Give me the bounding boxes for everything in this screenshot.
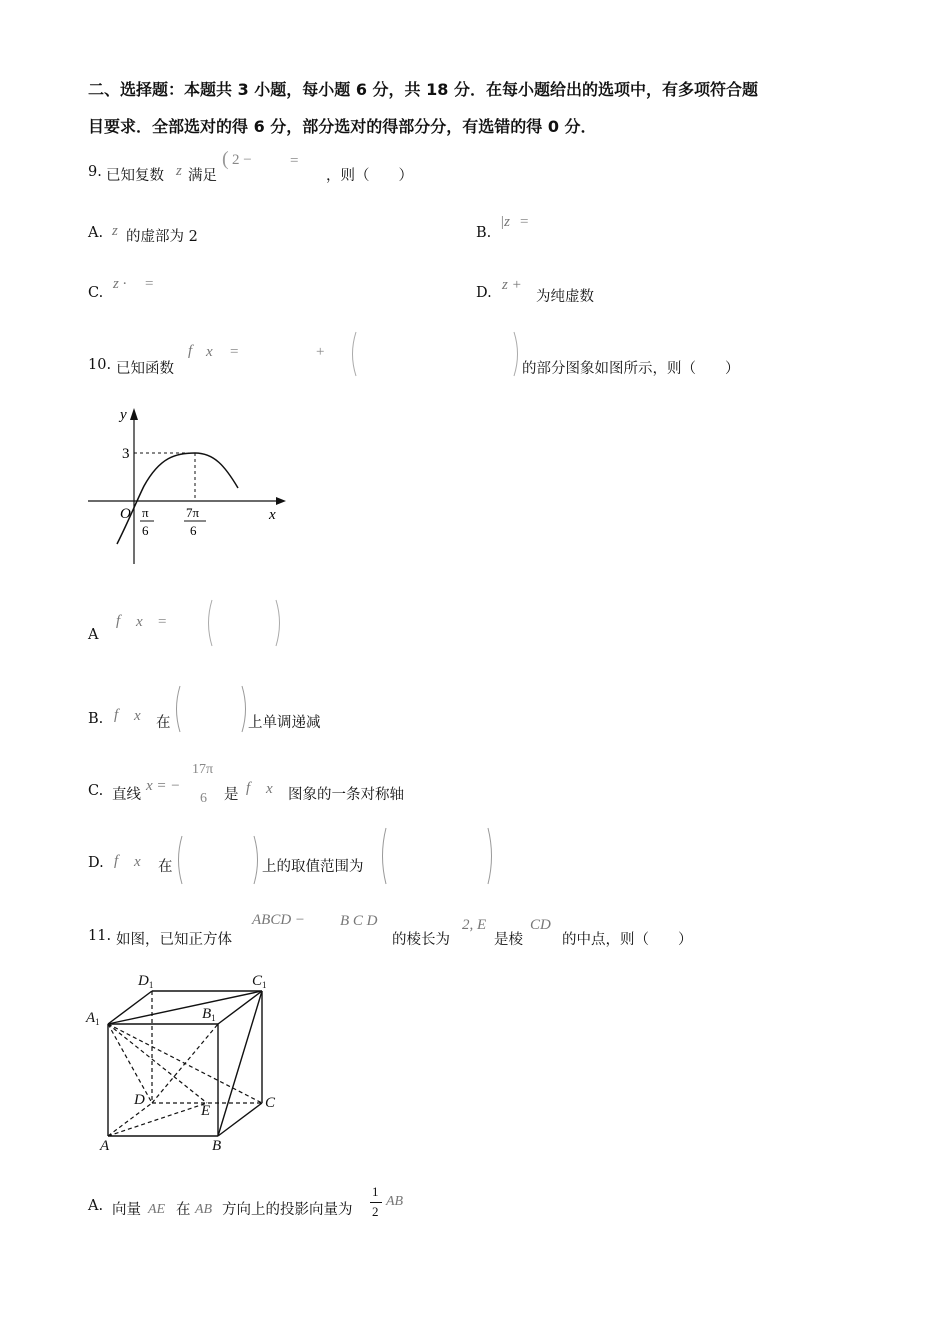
- q9-two-minus: 2 −: [232, 152, 252, 168]
- q10-optC-fx: x: [266, 781, 273, 797]
- q11-optA-ae: AE: [148, 1202, 166, 1217]
- y-axis-arrow: [130, 408, 138, 420]
- q10-optC-text-a: 直线: [112, 787, 141, 803]
- q10-number: 10.: [88, 357, 112, 373]
- q9-optC-label: C.: [88, 285, 104, 301]
- q9-optB-equals: =: [520, 214, 529, 230]
- seg-DB1: [152, 1024, 218, 1103]
- edge-AD: [108, 1103, 152, 1136]
- q9-optB-label: B.: [476, 225, 492, 241]
- q11-optA-frac-bar: [370, 1202, 382, 1203]
- q10-optB-bracket: [170, 684, 252, 734]
- label-A1: $A_1$: [86, 1010, 100, 1027]
- q9-optC-frag: z ·: [113, 276, 127, 292]
- q11-abcd: ABCD −: [252, 912, 306, 928]
- seg-A1E: [108, 1024, 207, 1103]
- label-D1: $D_1$: [138, 973, 154, 990]
- graph-x2-numerator: 7π: [186, 505, 200, 520]
- q11-stem-a: 如图，已知正方体: [116, 932, 232, 948]
- q10-optA-x: x: [136, 614, 143, 630]
- section-header-line2: 目要求．全部选对的得 6 分，部分选对的得部分分，有选错的得 0 分．: [88, 117, 597, 136]
- label-C1: $C_1$: [252, 973, 267, 990]
- q10-optC-x: x = −: [146, 778, 181, 794]
- q11-number: 11.: [88, 928, 112, 944]
- label-E: E: [201, 1103, 211, 1119]
- q10-optC-text-c: 图象的一条对称轴: [288, 787, 404, 803]
- q10-optD-in: 在: [158, 859, 173, 875]
- q10-equals: =: [230, 344, 239, 360]
- q10-sine-graph: [84, 402, 294, 572]
- q11-optA-frac-den: 2: [372, 1204, 379, 1219]
- q10-optC-label: C.: [88, 783, 104, 799]
- q11-optA-ab2: AB: [386, 1194, 404, 1209]
- q10-plus: +: [316, 344, 325, 360]
- q10-optA-label: A: [88, 627, 99, 643]
- label-D: D: [134, 1092, 145, 1108]
- edge-BC: [218, 1103, 262, 1136]
- seg-AE: [108, 1103, 207, 1136]
- q11-optA-text-b: 方向上的投影向量为: [222, 1202, 353, 1218]
- q9-optD-text: 为纯虚数: [536, 289, 594, 305]
- label-B: B: [212, 1138, 222, 1154]
- q10-optC-denominator: 6: [200, 791, 207, 806]
- graph-origin: O: [120, 506, 131, 522]
- q10-optA-equals: =: [158, 614, 167, 630]
- q10-optC-f: f: [246, 780, 251, 796]
- q9-optA-text: 的虚部为 2: [126, 229, 198, 245]
- q11-optA-in: 在: [176, 1202, 191, 1218]
- q9-stem-b: 满足: [188, 168, 217, 184]
- q9-optA-label: A.: [88, 225, 104, 241]
- q10-bracket-paren: [346, 330, 526, 378]
- graph-x1-denominator: 6: [142, 523, 149, 538]
- q10-optB-text: 上单调递减: [248, 715, 321, 731]
- q11-optA-text-a: 向量: [112, 1202, 141, 1218]
- q11-cube-figure: [82, 964, 292, 1154]
- x-axis-arrow: [276, 497, 286, 505]
- q10-optA-bracket: [202, 598, 286, 648]
- q10-optB-x: x: [134, 708, 141, 724]
- q9-equals: =: [290, 153, 299, 169]
- q11-stem-d: 的中点，则（ ）: [562, 932, 693, 948]
- graph-y-tick-3: 3: [122, 446, 130, 462]
- q9-paren: (: [222, 148, 229, 170]
- graph-x1-numerator: π: [142, 505, 149, 520]
- q9-optA-z: z: [112, 223, 118, 239]
- q9-stem-a: 已知复数: [106, 168, 164, 184]
- q10-optA-f: f: [116, 613, 121, 629]
- sine-curve: [117, 453, 238, 544]
- label-C: C: [265, 1095, 276, 1111]
- graph-y-label: y: [120, 407, 127, 423]
- q9-optD-label: D.: [476, 285, 492, 301]
- q10-optD-bracket-domain: [172, 834, 264, 886]
- q11-optA-label: A.: [88, 1198, 104, 1214]
- q11-cd: CD: [530, 917, 551, 933]
- q10-optB-label: B.: [88, 711, 104, 727]
- q11-optA-ab: AB: [195, 1202, 213, 1217]
- q9-var-z: z: [176, 163, 182, 179]
- q9-optC-equals: =: [145, 276, 154, 292]
- graph-x2-denominator: 6: [190, 523, 197, 538]
- q10-stem-a: 已知函数: [116, 361, 174, 377]
- q11-stem-c: 是棱: [494, 932, 523, 948]
- q10-optB-f: f: [114, 707, 119, 723]
- q10-x: x: [206, 344, 213, 360]
- q11-prime-vertices: B C D: [340, 913, 378, 929]
- q11-two-e: 2, E: [462, 917, 487, 933]
- q11-optA-frac-num: 1: [372, 1184, 379, 1199]
- q10-f: f: [188, 343, 193, 359]
- q10-optD-f: f: [114, 853, 119, 869]
- label-B1: $B_1$: [202, 1006, 216, 1023]
- label-A: A: [100, 1138, 110, 1154]
- q10-optC-text-b: 是: [224, 787, 239, 803]
- q9-optD-frag: z +: [502, 277, 522, 293]
- diag-BC1: [218, 991, 262, 1136]
- q10-optD-text: 上的取值范围为: [262, 859, 364, 875]
- q10-stem-b: 的部分图象如图所示，则（ ）: [522, 361, 740, 377]
- q10-optC-numerator: 17π: [192, 762, 214, 777]
- q10-optD-label: D.: [88, 855, 104, 871]
- graph-x-label: x: [269, 507, 276, 523]
- q11-stem-b: 的棱长为: [392, 932, 450, 948]
- q10-optD-x: x: [134, 854, 141, 870]
- q9-optB-frag: |z: [500, 214, 510, 230]
- q10-optB-in: 在: [156, 715, 171, 731]
- q9-number: 9.: [88, 164, 102, 180]
- q9-stem-c: ，则（ ）: [326, 168, 413, 184]
- section-header-line1: 二、选择题：本题共 3 小题，每小题 6 分，共 18 分．在每小题给出的选项中，有多项符合题: [88, 80, 758, 99]
- q10-optD-bracket-range: [376, 826, 498, 886]
